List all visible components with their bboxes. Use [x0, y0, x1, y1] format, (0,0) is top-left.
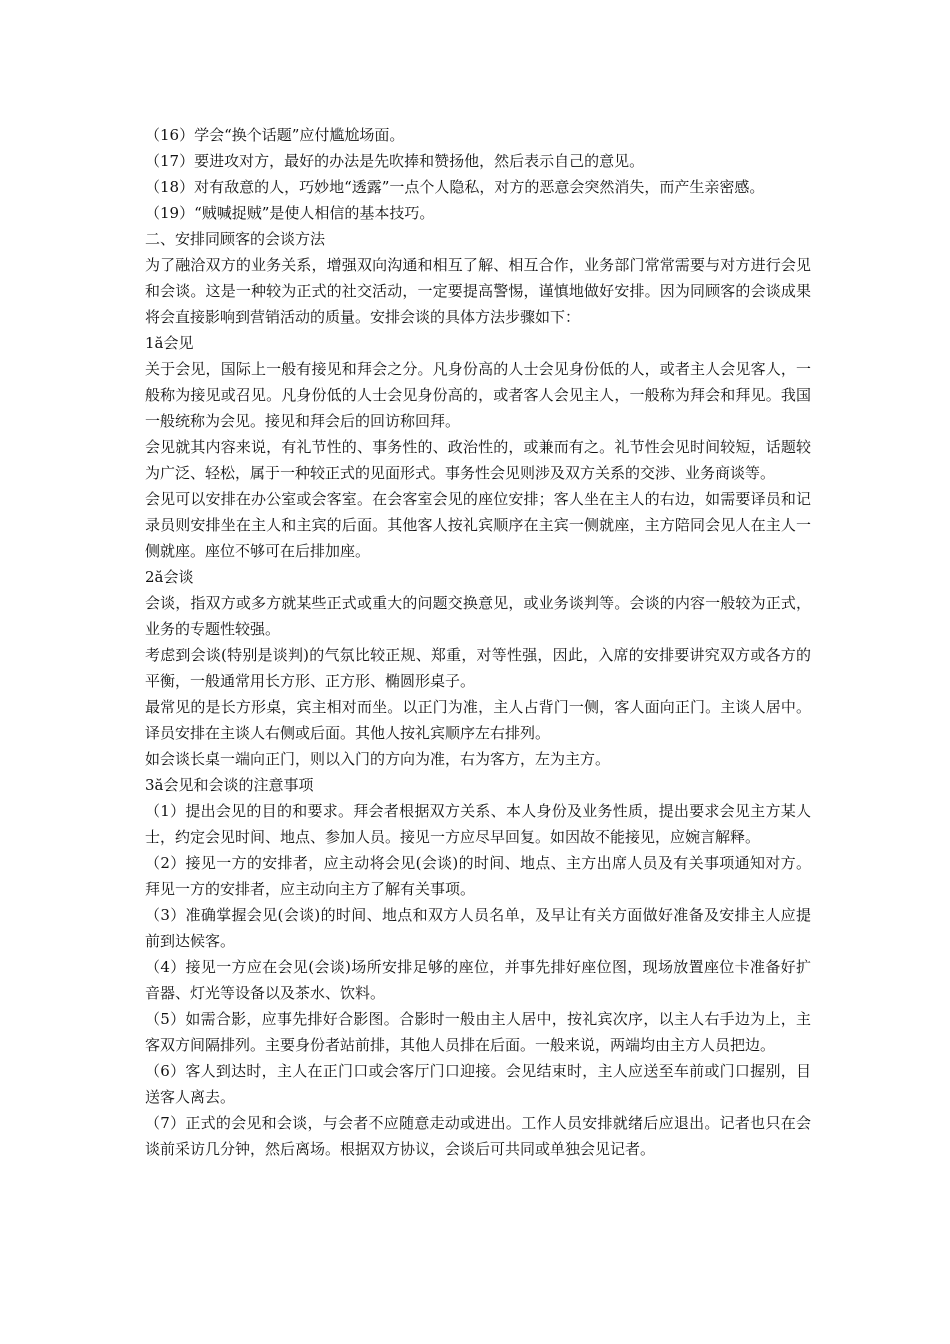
notes-item-2: （2）接见一方的安排者，应主动将会见(会谈)的时间、地点、主方出席人员及有关事项通知对方。拜见一方的安排者，应主动向主方了解有关事项。	[145, 854, 811, 898]
meeting-paragraph-2: 会见就其内容来说，有礼节性的、事务性的、政治性的，或兼而有之。礼节性会见时间较短，话题较为广泛、轻松，属于一种较正式的见面形式。事务性会见则涉及双方关系的交涉、业务商谈等。	[145, 438, 811, 482]
document-page	[145, 122, 811, 1162]
notes-item-7: （7）正式的会见和会谈，与会者不应随意走动或进出。工作人员安排就绪后应退出。记者也只在会谈前采访几分钟，然后离场。根据双方协议，会谈后可共同或单独会见记者。	[145, 1114, 811, 1158]
talks-paragraph-2: 考虑到会谈(特别是谈判)的气氛比较正规、郑重，对等性强，因此，入席的安排要讲究双方或各方的平衡，一般通常用长方形、正方形、椭圆形桌子。	[145, 646, 811, 690]
meeting-paragraph-1: 关于会见，国际上一般有接见和拜会之分。凡身份高的人士会见身份低的人，或者主人会见客人，一般称为接见或召见。凡身份低的人士会见身份高的，或者客人会见主人，一般称为拜会和拜见。我国一般统称为会见。接见和拜会后的回访称回拜。	[145, 360, 811, 430]
meeting-paragraph-3: 会见可以安排在办公室或会客室。在会客室会见的座位安排；客人坐在主人的右边，如需要译员和记录员则安排坐在主人和主宾的后面。其他客人按礼宾顺序在主宾一侧就座，主方陪同会见人在主人一侧就座。座位不够可在后排加座。	[145, 490, 811, 560]
notes-item-5: （5）如需合影，应事先排好合影图。合影时一般由主人居中，按礼宾次序，以主人右手边为上，主客双方间隔排列。主要身份者站前排，其他人员排在后面。一般来说，两端均由主方人员把边。	[145, 1010, 811, 1054]
list-item-19: （19）“贼喊捉贼”是使人相信的基本技巧。	[145, 204, 435, 222]
talks-paragraph-3: 最常见的是长方形桌，宾主相对而坐。以正门为准，主人占背门一侧，客人面向正门。主谈人居中。译员安排在主谈人右侧或后面。其他人按礼宾顺序左右排列。	[145, 698, 811, 742]
intro-paragraph: 为了融洽双方的业务关系，增强双向沟通和相互了解、相互合作，业务部门常常需要与对方进行会见和会谈。这是一种较为正式的社交活动，一定要提高警惕，谨慎地做好安排。因为同顾客的会谈成果将会直接影响到营销活动的质量。安排会谈的具体方法步骤如下：	[145, 256, 811, 326]
notes-item-6: （6）客人到达时，主人在正门口或会客厅门口迎接。会见结束时，主人应送至车前或门口握别，目送客人离去。	[145, 1062, 811, 1106]
section-heading-2: 二、安排同顾客的会谈方法	[145, 230, 326, 248]
talks-paragraph-4: 如会谈长桌一端向正门，则以入门的方向为准，右为客方，左为主方。	[145, 750, 611, 768]
subheading-meeting: 1ă会见	[145, 334, 194, 352]
talks-paragraph-1: 会谈，指双方或多方就某些正式或重大的问题交换意见，或业务谈判等。会谈的内容一般较为正式，业务的专题性较强。	[145, 594, 811, 638]
notes-item-1: （1）提出会见的目的和要求。拜会者根据双方关系、本人身份及业务性质，提出要求会见主方某人士，约定会见时间、地点、参加人员。接见一方应尽早回复。如因故不能接见，应婉言解释。	[145, 802, 811, 846]
notes-item-4: （4）接见一方应在会见(会谈)场所安排足够的座位，并事先排好座位图，现场放置座位卡准备好扩音器、灯光等设备以及茶水、饮料。	[145, 958, 811, 1002]
subheading-notes: 3ă会见和会谈的注意事项	[145, 776, 314, 794]
subheading-talks: 2ă会谈	[145, 568, 194, 586]
list-item-18: （18）对有敌意的人，巧妙地“透露”一点个人隐私，对方的恶意会突然消失，而产生亲密感。	[145, 178, 765, 196]
list-item-16: （16）学会“换个话题”应付尴尬场面。	[145, 126, 405, 144]
notes-item-3: （3）准确掌握会见(会谈)的时间、地点和双方人员名单，及早让有关方面做好准备及安排主人应提前到达候客。	[145, 906, 811, 950]
list-item-17: （17）要进攻对方，最好的办法是先吹捧和赞扬他，然后表示自己的意见。	[145, 152, 645, 170]
